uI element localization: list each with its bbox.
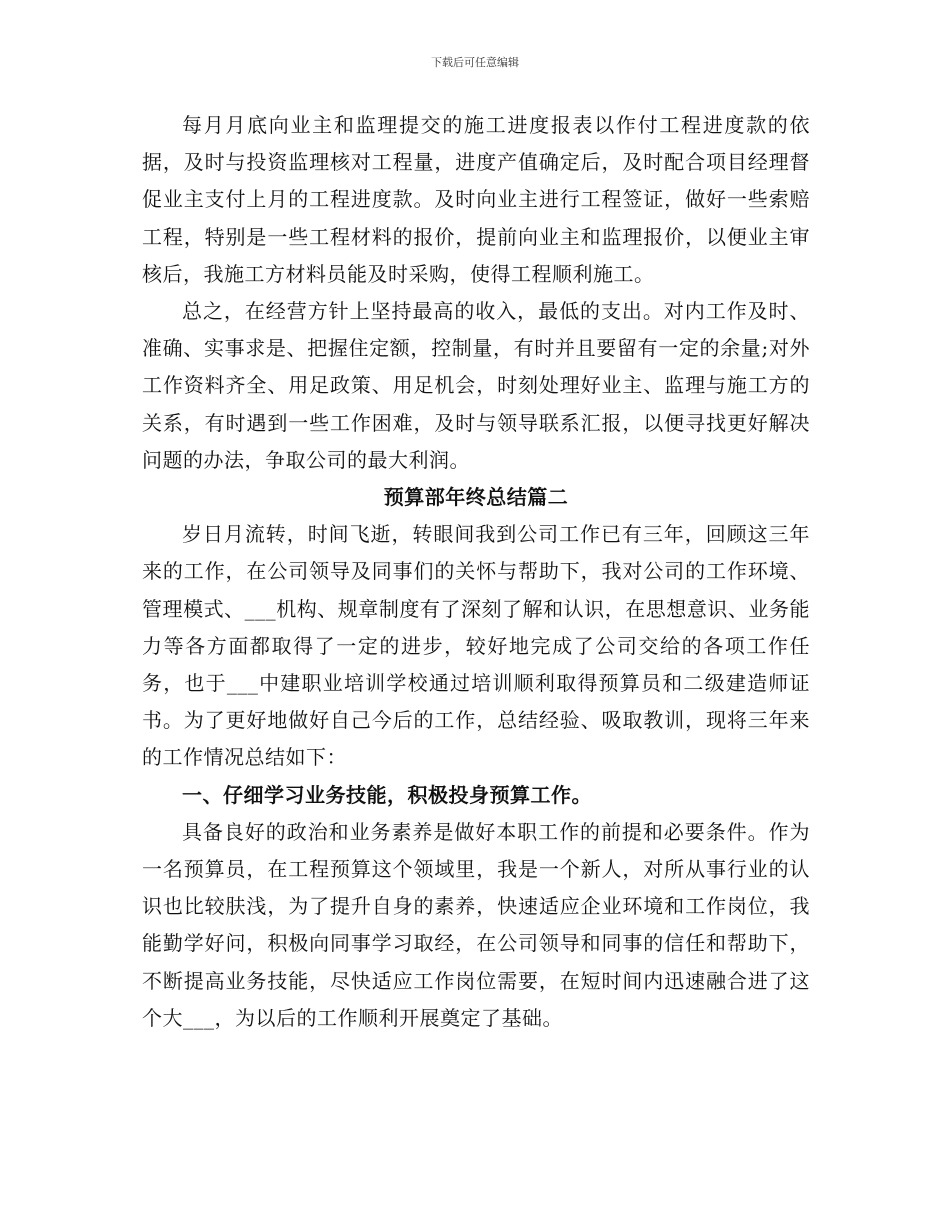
paragraph-intro: 岁日月流转，时间飞逝，转眼间我到公司工作已有三年，回顾这三年来的工作，在公司领导及同事们的关怀与帮助下，我对公司的工作环境、管理模式、___机构、规章制度有了深刻了解和认识，在思想意识、业务能力等各方面都取得了一定的进步，较好地完成了公司交给的各项工作任务，也于___中建职业培训学校通过培训顺利取得预算员和二级建造师证书。为了更好地做好自己今后的工作，总结经验、吸取教训，现将三年来的工作情况总结如下： [142, 522, 810, 770]
page-header-note: 下载后可任意编辑 [431, 56, 519, 69]
document-body [142, 107, 810, 1037]
section-title: 预算部年终总结篇二 [383, 485, 569, 510]
paragraph-skills: 具备良好的政治和业务素养是做好本职工作的前提和必要条件。作为一名预算员，在工程预算这个领域里，我是一个新人，对所从事行业的认识也比较肤浅，为了提升自身的素养，快速适应企业环境和工作岗位，我能勤学好问，积极向同事学习取经，在公司领导和同事的信任和帮助下，不断提高业务技能，尽快适应工作岗位需要，在短时间内迅速融合进了这个大___，为以后的工作顺利开展奠定了基础。 [142, 819, 810, 1030]
paragraph-progress-report: 每月月底向业主和监理提交的施工进度报表以作付工程进度款的依据，及时与投资监理核对工程量，进度产值确定后，及时配合项目经理督促业主支付上月的工程进度款。及时向业主进行工程签证，做好一些索赔工程，特别是一些工程材料的报价，提前向业主和监理报价，以便业主审核后，我施工方材料员能及时采购，使得工程顺利施工。 [142, 113, 810, 286]
subheading-one: 一、仔细学习业务技能，积极投身预算工作。 [182, 782, 592, 807]
paragraph-summary: 总之，在经营方针上坚持最高的收入，最低的支出。对内工作及时、准确、实事求是、把握住定额，控制量，有时并且要留有一定的余量;对外工作资料齐全、用足政策、用足机会，时刻处理好业主、监理与施工方的关系，有时遇到一些工作困难，及时与领导联系汇报，以便寻找更好解决问题的办法，争取公司的最大利润。 [142, 299, 810, 472]
